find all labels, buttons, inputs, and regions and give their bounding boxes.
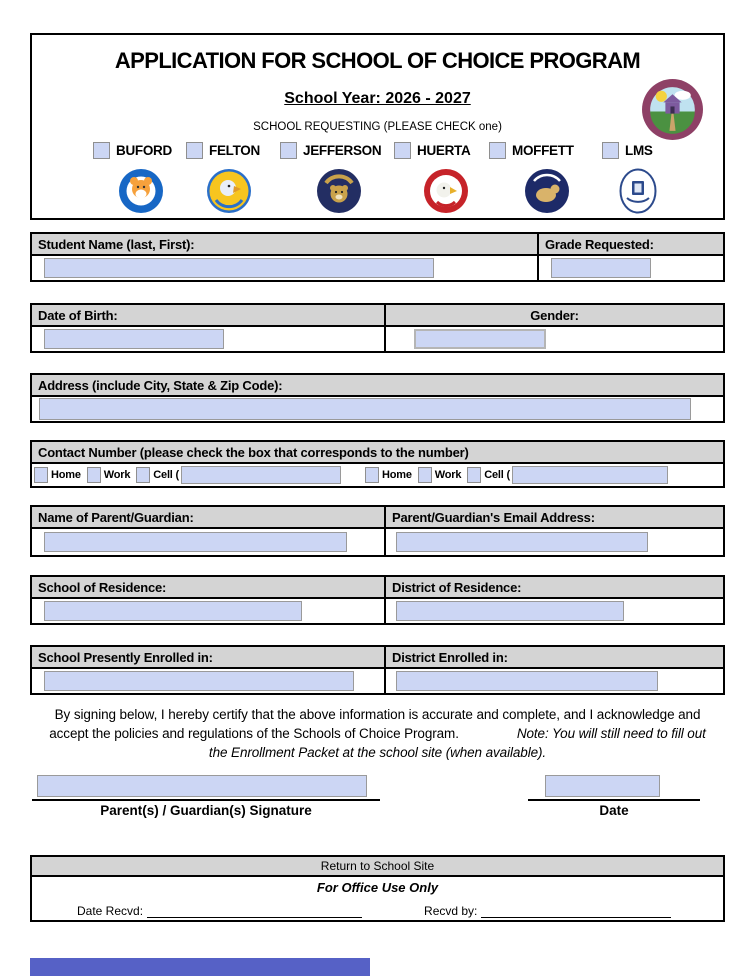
felton-falcons-logo-icon: [206, 168, 252, 214]
cell-2-checkbox[interactable]: [467, 467, 481, 483]
district-residence-label: District of Residence:: [386, 577, 723, 599]
jefferson-checkbox[interactable]: [280, 142, 297, 159]
moffett-checkbox[interactable]: [489, 142, 506, 159]
return-to-school-site-label: Return to School Site: [32, 857, 723, 877]
cell-1-checkbox[interactable]: [136, 467, 150, 483]
page-title: APPLICATION FOR SCHOOL OF CHOICE PROGRAM: [114, 48, 641, 73]
home-2-label: Home: [381, 469, 412, 481]
lms-crest-logo-icon: [615, 168, 661, 214]
home-1-label: Home: [51, 469, 81, 481]
school-option-felton: [186, 142, 260, 159]
certification-line-2-normal: accept the policies and regulations of the Schools of Choice Program.: [49, 726, 459, 741]
student-name-input[interactable]: [44, 258, 434, 278]
address-section: [30, 373, 725, 423]
moffett-label: MOFFETT: [512, 143, 574, 158]
work-1-checkbox[interactable]: [87, 467, 101, 483]
parent-email-label: Parent/Guardian's Email Address:: [386, 507, 723, 529]
contact-number-label: Contact Number (please check the box that corresponds to the number): [32, 442, 723, 464]
bottom-blue-bar: [30, 958, 370, 976]
address-label: Address (include City, State & Zip Code):: [32, 375, 723, 397]
student-name-label: Student Name (last, First):: [32, 234, 537, 256]
gender-input[interactable]: [414, 329, 546, 349]
school-option-lms: [602, 142, 653, 159]
huerta-checkbox[interactable]: [394, 142, 411, 159]
date-recvd-label: Date Recvd:: [77, 904, 144, 918]
certification-line-1: By signing below, I hereby certify that the above information is accurate and complete, and I acknowledge and: [54, 707, 701, 722]
buford-tiger-logo-icon: [118, 168, 164, 214]
school-residence-input[interactable]: [44, 601, 302, 621]
parent-section: [30, 505, 725, 557]
cell-1-label: Cell (: [153, 469, 179, 481]
date-line: [528, 799, 700, 801]
certification-text: [30, 705, 725, 762]
contact-number-section: [30, 440, 725, 488]
signature-date-input[interactable]: [545, 775, 660, 797]
district-residence-input[interactable]: [396, 601, 624, 621]
certification-note-start: Note: You will still need to fill out: [516, 726, 706, 741]
work-2-label: Work: [434, 469, 462, 481]
home-2-checkbox[interactable]: [365, 467, 379, 483]
cell-2-label: Cell (: [484, 469, 510, 481]
address-input[interactable]: [39, 398, 691, 420]
signature-section: [30, 775, 725, 823]
lms-checkbox[interactable]: [602, 142, 619, 159]
jefferson-label: JEFFERSON: [303, 143, 382, 158]
grade-requested-label: Grade Requested:: [539, 234, 723, 256]
recvd-by-label: Recvd by:: [424, 904, 478, 918]
district-enrolled-input[interactable]: [396, 671, 658, 691]
lms-label: LMS: [625, 143, 653, 158]
school-enrolled-input[interactable]: [44, 671, 354, 691]
school-requesting-label: SCHOOL REQUESTING (PLEASE CHECK one): [253, 121, 502, 133]
enrolled-section: [30, 645, 725, 695]
signature-line: [32, 799, 380, 801]
contact-group-2: [365, 466, 668, 484]
huerta-label: HUERTA: [417, 143, 471, 158]
school-year-heading: School Year: 2026 - 2027: [284, 90, 471, 107]
grade-requested-input[interactable]: [551, 258, 651, 278]
buford-checkbox[interactable]: [93, 142, 110, 159]
gender-label: Gender:: [386, 305, 723, 327]
school-option-buford: [93, 142, 172, 159]
felton-checkbox[interactable]: [186, 142, 203, 159]
certification-line-2: [30, 724, 725, 743]
phone-2-input[interactable]: [512, 466, 668, 484]
student-name-section: [30, 232, 725, 282]
contact-group-1: [34, 466, 341, 484]
felton-label: FELTON: [209, 143, 260, 158]
form-header: [30, 33, 725, 220]
school-residence-label: School of Residence:: [32, 577, 384, 599]
office-received-row: [32, 904, 723, 918]
district-enrolled-label: District Enrolled in:: [386, 647, 723, 669]
parent-email-input[interactable]: [396, 532, 648, 552]
certification-note-end: the Enrollment Packet at the school site (when available).: [208, 745, 547, 760]
parent-name-input[interactable]: [44, 532, 347, 552]
residence-section: [30, 575, 725, 625]
school-option-jefferson: [280, 142, 381, 159]
dob-input[interactable]: [44, 329, 224, 349]
home-1-checkbox[interactable]: [34, 467, 48, 483]
moffett-mountain-lions-logo-icon: [524, 168, 570, 214]
work-1-label: Work: [103, 469, 131, 481]
phone-1-input[interactable]: [181, 466, 341, 484]
parent-name-label: Name of Parent/Guardian:: [32, 507, 384, 529]
work-2-checkbox[interactable]: [418, 467, 432, 483]
dob-label: Date of Birth:: [32, 305, 384, 327]
school-option-huerta: [394, 142, 470, 159]
dob-gender-section: [30, 303, 725, 353]
district-seal-logo-icon: [641, 78, 704, 141]
date-recvd-line: [147, 905, 362, 918]
date-label: Date: [599, 803, 629, 818]
buford-label: BUFORD: [116, 143, 172, 158]
huerta-eagles-logo-icon: [423, 168, 469, 214]
signature-input[interactable]: [37, 775, 367, 797]
office-use-section: [30, 855, 725, 922]
jefferson-jaguars-logo-icon: [316, 168, 362, 214]
school-option-moffett: [489, 142, 574, 159]
recvd-by-line: [481, 905, 671, 918]
signature-label: Parent(s) / Guardian(s) Signature: [100, 803, 312, 818]
school-enrolled-label: School Presently Enrolled in:: [32, 647, 384, 669]
for-office-use-only-label: For Office Use Only: [316, 880, 439, 895]
